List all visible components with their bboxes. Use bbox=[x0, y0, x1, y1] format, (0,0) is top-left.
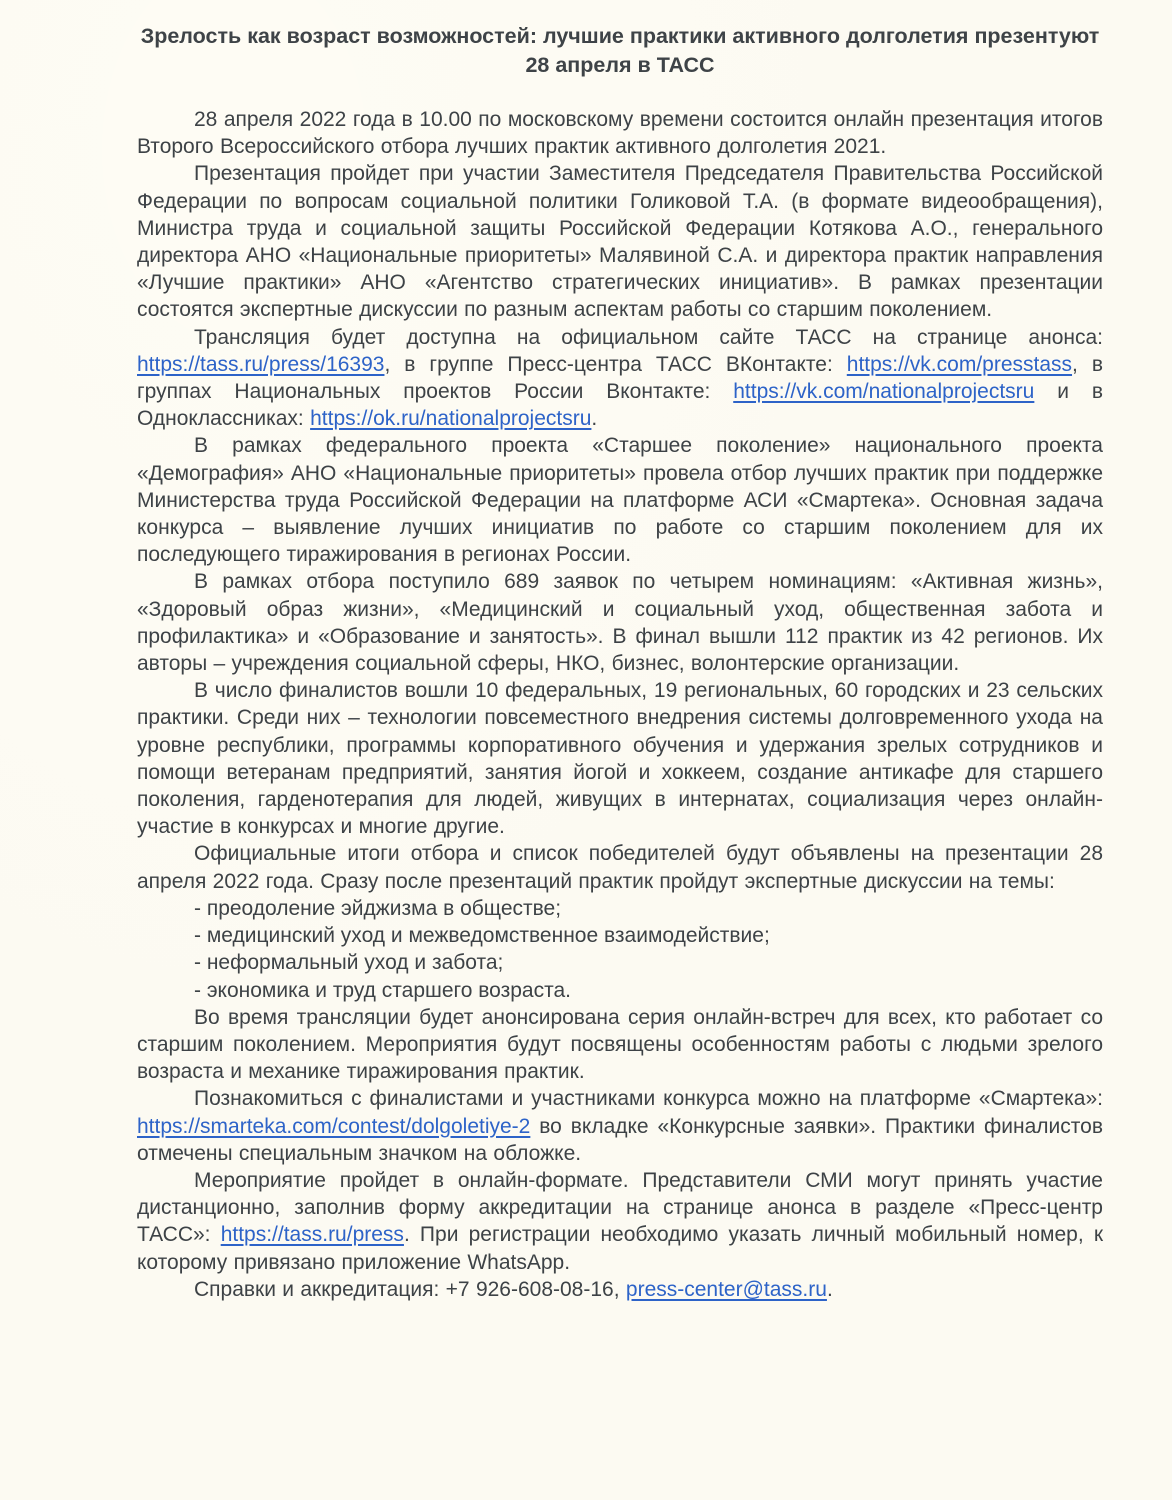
discussion-topic-item bbox=[137, 977, 1103, 1004]
text-segment: - медицинский уход и межведомственное взаимодействие; bbox=[194, 924, 770, 948]
text-segment: и в Одноклассниках: bbox=[137, 380, 1103, 431]
paragraph bbox=[137, 1167, 1103, 1276]
paragraph bbox=[137, 1004, 1103, 1086]
text-segment: во вкладке «Конкурсные заявки». Практики финалистов отмечены специальным значком на обложке. bbox=[137, 1114, 1103, 1165]
text-segment: 28 апреля 2022 года в 10.00 по московскому времени состоится онлайн презентация итогов Второго Всероссийского отбора лучших практик активного долголетия 2021. bbox=[137, 108, 1103, 159]
paragraph bbox=[137, 568, 1103, 677]
hyperlink[interactable]: press-center@tass.ru bbox=[625, 1277, 827, 1301]
paragraph bbox=[137, 160, 1103, 323]
text-segment: Официальные итоги отбора и список победителей будут объявлены на презентации 28 апреля 2022 года. Сразу после презентаций практик пройдут экспертные дискуссии на темы: bbox=[137, 842, 1103, 893]
text-segment: Трансляция будет доступна на официальном сайте ТАСС на странице анонса: bbox=[194, 325, 1103, 349]
text-segment: - неформальный уход и забота; bbox=[194, 951, 504, 975]
paragraph bbox=[137, 106, 1103, 160]
document-title: Зрелость как возраст возможностей: лучшие практики активного долголетия презентуют 28 апреля в ТАСС bbox=[140, 24, 1100, 77]
text-segment: В рамках отбора поступило 689 заявок по четырем номинациям: «Активная жизнь», «Здоровый образ жизни», «Медицинский и социальный уход, общественная забота и профилактика» и «Образование и занятость». В финал вышли 112 практик из 42 регионов. Их авторы – учреждения социальной сферы, НКО, бизнес, волонтерские организации. bbox=[137, 570, 1103, 676]
text-segment: , в группах Национальных проектов России Вконтакте: bbox=[137, 352, 1104, 404]
text-segment: Мероприятие пройдет в онлайн-формате. Представители СМИ могут принять участие дистанционно, заполнив форму аккредитации на странице анонса в разделе «Пресс-центр ТАСС»: bbox=[137, 1168, 1103, 1247]
hyperlink[interactable]: https://tass.ru/press bbox=[220, 1223, 404, 1247]
document-body bbox=[137, 106, 1103, 1303]
discussion-topic-item bbox=[137, 949, 1103, 976]
hyperlink[interactable]: https://tass.ru/press/16393 bbox=[137, 352, 385, 376]
paragraph bbox=[137, 1276, 1103, 1303]
hyperlink[interactable]: https://ok.ru/nationalprojectsru bbox=[310, 407, 592, 431]
text-segment: В рамках федерального проекта «Старшее поколение» национального проекта «Демография» АНО «Национальные приоритеты» провела отбор лучших практик при поддержке Министерства труда Российской Федерации на платформе АСИ «Смартека». Основная задача конкурса – выявление лучших инициатив по работе со старшим поколением для их последующего тиражирования в регионах России. bbox=[137, 434, 1103, 567]
text-segment: , в группе Пресс-центра ТАСС ВКонтакте: bbox=[384, 352, 847, 376]
discussion-topic-item bbox=[137, 895, 1103, 922]
text-segment: . bbox=[826, 1277, 833, 1301]
paragraph bbox=[137, 1085, 1103, 1167]
text-segment: . bbox=[591, 407, 598, 431]
text-segment: Презентация пройдет при участии Заместителя Председателя Правительства Российской Федерации по вопросам социальной политики Голиковой Т.А. (в формате видеообращения), Министра труда и социальной защиты Российской Федерации Котякова А.О., генерального директора АНО «Национальные приоритеты» Малявиной С.А. и директора практик направления «Лучшие практики» АНО «Агентство стратегических инициатив». В рамках презентации состоятся экспертные дискуссии по разным аспектам работы со старшим поколением. bbox=[137, 162, 1103, 322]
paragraph bbox=[137, 324, 1103, 433]
hyperlink[interactable]: https://smarteka.com/contest/dolgoletiye-2 bbox=[137, 1114, 531, 1138]
text-segment: - экономика и труд старшего возраста. bbox=[194, 978, 571, 1002]
text-segment: Справки и аккредитация: +7 926-608-08-16, bbox=[194, 1277, 626, 1301]
hyperlink[interactable]: https://vk.com/nationalprojectsru bbox=[733, 380, 1035, 404]
text-segment: В число финалистов вошли 10 федеральных, 19 региональных, 60 городских и 23 сельских практики. Среди них – технологии повсеместного внедрения системы долговременного ухода на уровне республики, программы корпоративного обучения и удержания зрелых сотрудников и помощи ветеранам предприятий, занятия йогой и хоккеем, создание антикафе для старшего поколения, гарденотерапия для людей, живущих в интернатах, социализация через онлайн-участие в конкурсах и многие другие. bbox=[137, 679, 1103, 839]
paragraph bbox=[137, 432, 1103, 568]
text-segment: Познакомиться с финалистами и участниками конкурса можно на платформе «Смартека»: bbox=[194, 1087, 1103, 1111]
hyperlink[interactable]: https://vk.com/presstass bbox=[846, 352, 1073, 376]
paragraph bbox=[137, 677, 1103, 840]
paragraph bbox=[137, 840, 1103, 894]
text-segment: - преодоление эйджизма в обществе; bbox=[194, 896, 562, 920]
text-segment: Во время трансляции будет анонсирована серия онлайн-встреч для всех, кто работает со старшим поколением. Мероприятия будут посвящены особенностям работы с людьми зрелого возраста и механике тиражирования практик. bbox=[137, 1005, 1103, 1084]
text-segment: . При регистрации необходимо указать личный мобильный номер, к которому привязано приложение WhatsApp. bbox=[137, 1223, 1104, 1274]
discussion-topic-item bbox=[137, 922, 1103, 949]
